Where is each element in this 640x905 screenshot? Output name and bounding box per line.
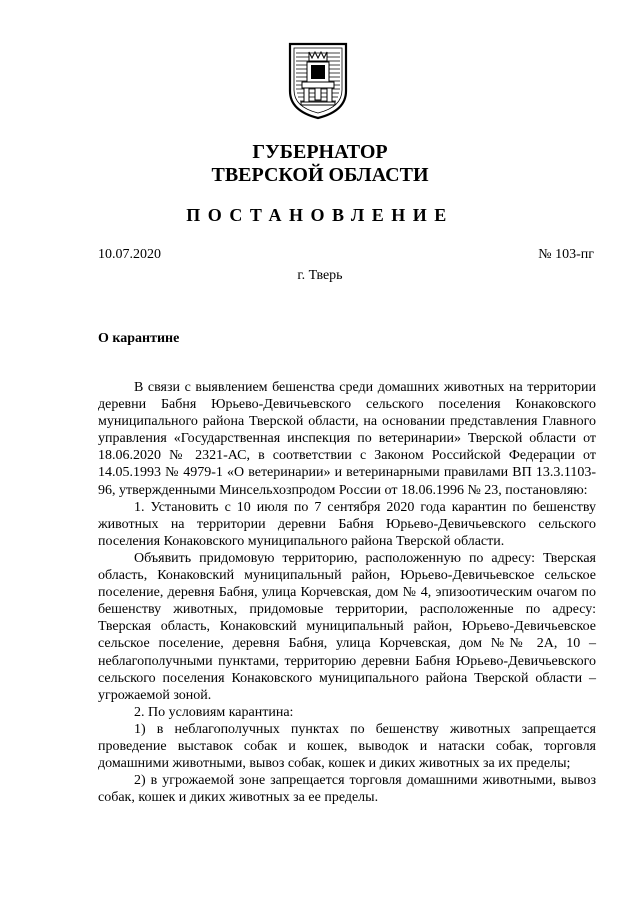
document-date: 10.07.2020 [98, 247, 161, 262]
body-paragraph: 2. По условиям карантина: [134, 704, 294, 720]
body-paragraph: В связи с выявлением бешенства среди домашних животных на территории деревни Бабня Юрьево-Девичьевского сельского поселения Конаковского муниципального района Тверской области, на основании представления Главного управления «Государственная инспекция по ветеринарии» Тверской области от 18.06.2020 № 2321-АС, в соответствии с Законом Российской Федерации от 14.05.1993 № 4979-1 «О ветеринарии» и ветеринарными правилами ВП 13.3.1103-96, утвержденными Минсельхозпродом России от 18.06.1996 № 23, постановляю: [98, 380, 596, 498]
tver-coat-of-arms-icon [287, 41, 349, 120]
body-paragraph: Объявить придомовую территорию, расположенную по адресу: Тверская область, Конаковский муниципальный район, Юрьево-Девичьевское сельское поселение, деревня Бабня, улица Корчевская, дом № 4, эпизоотическим очагом по бешенству животных, придомовые территории, расположенные по адресу: Тверская область, Конаковский муниципальный район, Юрьево-Девичьевское сельское поселение, деревня Бабня, улица Корчевская, дом №№ 2А, 10 – неблагополучными пунктами, территорию деревни Бабня Юрьево-Девичьевского сельского поселения Конаковского муниципального района Тверской области – угрожаемой зоной. [98, 550, 596, 703]
document-subject: О карантине [98, 331, 180, 346]
document-city: г. Тверь [297, 268, 343, 283]
issuer-title-line2: ТВЕРСКОЙ ОБЛАСТИ [211, 164, 429, 186]
body-paragraph: 1. Установить с 10 июля по 7 сентября 2020 года карантин по бешенству животных на территории деревни Бабня Юрьево-Девичьевского сельского поселения Конаковского муниципального района Тверской области. [98, 499, 596, 549]
document-type: ПОСТАНОВЛЕНИЕ [186, 205, 454, 225]
document-number: № 103-пг [538, 247, 594, 262]
body-paragraph: 1) в неблагополучных пунктах по бешенству животных запрещается проведение выставок собак и кошек, выводок и натаски собак, торговля домашними животными, вывоз собак, кошек и диких животных за их пределы; [98, 721, 596, 772]
document-body [98, 379, 596, 806]
issuer-title-line1: ГУБЕРНАТОР [252, 141, 388, 163]
body-paragraph: 2) в угрожаемой зоне запрещается торговля домашними животными, вывоз собак, кошек и диких животных за ее пределы. [98, 773, 596, 806]
